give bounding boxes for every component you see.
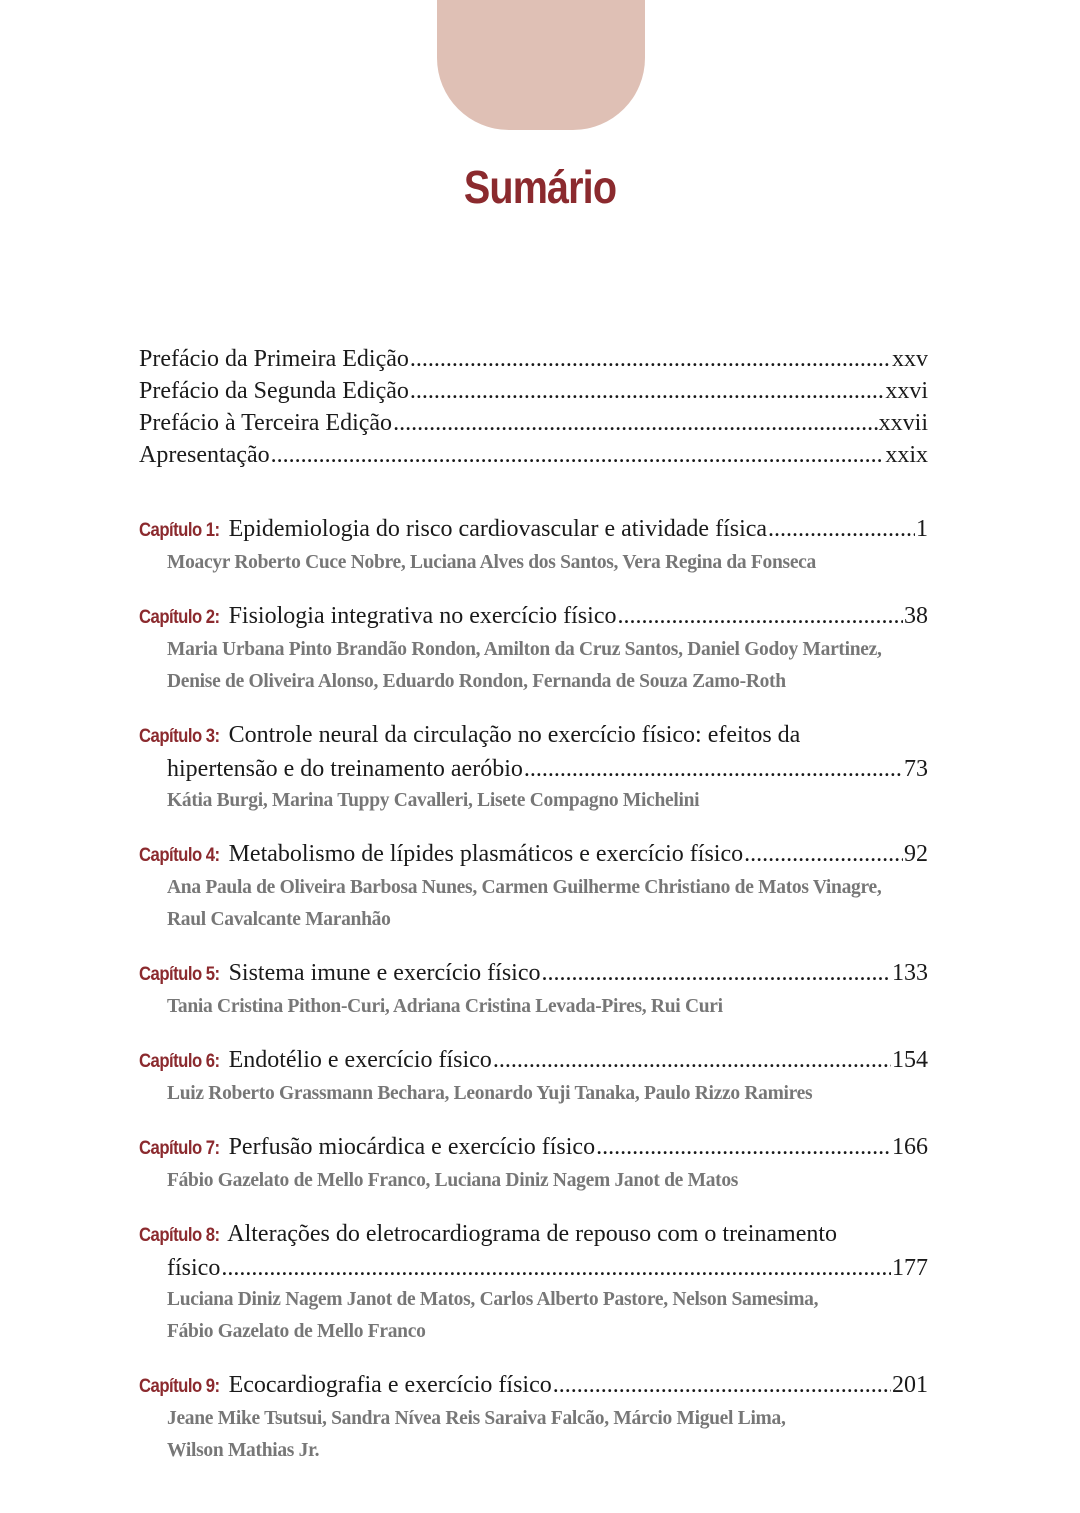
chapter-title-line (139, 1218, 928, 1252)
chapter-authors (139, 547, 928, 579)
author-line: Raul Cavalcante Maranhão (167, 909, 391, 930)
author-line: Tania Cristina Pithon-Curi, Adriana Cristina Levada-Pires, Rui Curi (167, 996, 723, 1017)
chapter-label: Capítulo 3: (139, 726, 220, 747)
toc-entry-title: Prefácio da Primeira Edição (139, 346, 409, 372)
leader-dots (410, 375, 884, 407)
chapter-page: 154 (892, 1047, 928, 1073)
chapter-page: 1 (916, 516, 928, 542)
chapter-authors (139, 872, 928, 936)
toc-entry-preface-3[interactable] (139, 407, 928, 439)
chapter-entry[interactable] (139, 1369, 928, 1467)
chapter-page: 166 (892, 1134, 928, 1160)
chapter-page: 73 (904, 756, 928, 782)
page-title: Sumário (463, 161, 617, 213)
decorative-tab (437, 0, 645, 130)
author-line: Fábio Gazelato de Mello Franco, Luciana Diniz Nagem Janot de Matos (167, 1170, 739, 1191)
chapter-page: 133 (892, 960, 928, 986)
chapter-label: Capítulo 2: (139, 607, 220, 628)
chapter-entry[interactable] (139, 838, 928, 936)
chapter-title: Epidemiologia do risco cardiovascular e atividade física (228, 516, 768, 542)
chapter-authors (139, 1165, 928, 1197)
chapter-title-line-2 (139, 753, 928, 785)
chapter-entry[interactable] (139, 957, 928, 1023)
chapter-label: Capítulo 9: (139, 1376, 220, 1397)
toc-entry-page: xxv (892, 346, 928, 372)
chapter-title-line (139, 1369, 928, 1403)
toc-entry-preface-2[interactable] (139, 375, 928, 407)
author-line: Ana Paula de Oliveira Barbosa Nunes, Carmen Guilherme Christiano de Matos Vinagre, (167, 877, 882, 898)
chapter-authors (139, 991, 928, 1023)
chapter-title-line (139, 838, 928, 872)
chapter-title: Ecocardiografia e exercício físico (228, 1372, 552, 1398)
chapter-title-line (139, 719, 928, 753)
chapter-title: Metabolismo de lípides plasmáticos e exercício físico (228, 841, 744, 867)
toc-entry-preface-1[interactable] (139, 343, 928, 375)
leader-dots (410, 343, 891, 375)
author-line: Denise de Oliveira Alonso, Eduardo Rondon, Fernanda de Souza Zamo-Roth (167, 671, 786, 692)
chapter-label: Capítulo 5: (139, 964, 220, 985)
toc-entry-title: Apresentação (139, 442, 270, 468)
chapter-authors (139, 634, 928, 698)
leader-dots (271, 439, 885, 471)
leader-dots (541, 957, 891, 989)
author-line: Moacyr Roberto Cuce Nobre, Luciana Alves dos Santos, Vera Regina da Fonseca (167, 552, 816, 573)
author-line: Fábio Gazelato de Mello Franco (167, 1321, 426, 1342)
author-line: Jeane Mike Tsutsui, Sandra Nívea Reis Saraiva Falcão, Márcio Miguel Lima, (167, 1408, 786, 1429)
chapter-page: 177 (892, 1255, 928, 1281)
chapter-page: 38 (904, 603, 928, 629)
chapter-title-line (139, 1044, 928, 1078)
chapter-authors (139, 785, 928, 817)
leader-dots (617, 600, 903, 632)
chapter-title: Fisiologia integrativa no exercício físico (228, 603, 617, 629)
author-line: Kátia Burgi, Marina Tuppy Cavalleri, Lisete Compagno Michelini (167, 790, 700, 811)
author-line: Luciana Diniz Nagem Janot de Matos, Carlos Alberto Pastore, Nelson Samesima, (167, 1289, 819, 1310)
leader-dots (493, 1044, 891, 1076)
chapter-title: Sistema imune e exercício físico (228, 960, 541, 986)
chapter-entry[interactable] (139, 1218, 928, 1348)
toc-entry-page: xxix (885, 442, 928, 468)
leader-dots (553, 1369, 891, 1401)
toc-entry-title: Prefácio à Terceira Edição (139, 410, 393, 436)
chapter-title-line (139, 1131, 928, 1165)
chapter-label: Capítulo 1: (139, 520, 220, 541)
chapter-authors (139, 1403, 928, 1467)
front-matter-list (139, 343, 928, 471)
chapter-entry[interactable] (139, 600, 928, 698)
author-line: Maria Urbana Pinto Brandão Rondon, Amilton da Cruz Santos, Daniel Godoy Martinez, (167, 639, 882, 660)
chapter-title-line (139, 957, 928, 991)
author-line: Wilson Mathias Jr. (167, 1440, 320, 1461)
leader-dots (744, 838, 903, 870)
leader-dots (221, 1252, 891, 1284)
chapter-title-line (139, 600, 928, 634)
chapter-entry[interactable] (139, 1044, 928, 1110)
chapter-entry[interactable] (139, 513, 928, 579)
chapter-list (139, 513, 928, 1488)
toc-entry-page: xxvii (878, 410, 928, 436)
toc-entry-presentation[interactable] (139, 439, 928, 471)
chapter-label: Capítulo 4: (139, 845, 220, 866)
chapter-label: Capítulo 8: (139, 1225, 220, 1246)
chapter-authors (139, 1078, 928, 1110)
toc-entry-title: Prefácio da Segunda Edição (139, 378, 409, 404)
chapter-authors (139, 1284, 928, 1348)
leader-dots (393, 407, 878, 439)
chapter-label: Capítulo 6: (139, 1051, 220, 1072)
chapter-title-line (139, 513, 928, 547)
toc-entry-page: xxvi (885, 378, 928, 404)
chapter-page: 92 (904, 841, 928, 867)
leader-dots (596, 1131, 891, 1163)
chapter-title: Endotélio e exercício físico (228, 1047, 492, 1073)
chapter-title-line-2 (139, 1252, 928, 1284)
chapter-entry[interactable] (139, 719, 928, 817)
chapter-title: Controle neural da circulação no exercício físico: efeitos da (228, 722, 801, 748)
leader-dots (524, 753, 903, 785)
chapter-title-continued: físico (167, 1255, 221, 1281)
author-line: Luiz Roberto Grassmann Bechara, Leonardo Yuji Tanaka, Paulo Rizzo Ramires (167, 1083, 813, 1104)
chapter-title-continued: hipertensão e do treinamento aeróbio (167, 756, 523, 782)
chapter-label: Capítulo 7: (139, 1138, 220, 1159)
leader-dots (768, 513, 915, 545)
chapter-entry[interactable] (139, 1131, 928, 1197)
chapter-page: 201 (892, 1372, 928, 1398)
chapter-title: Perfusão miocárdica e exercício físico (228, 1134, 596, 1160)
chapter-title: Alterações do eletrocardiograma de repouso com o treinamento (227, 1221, 838, 1247)
